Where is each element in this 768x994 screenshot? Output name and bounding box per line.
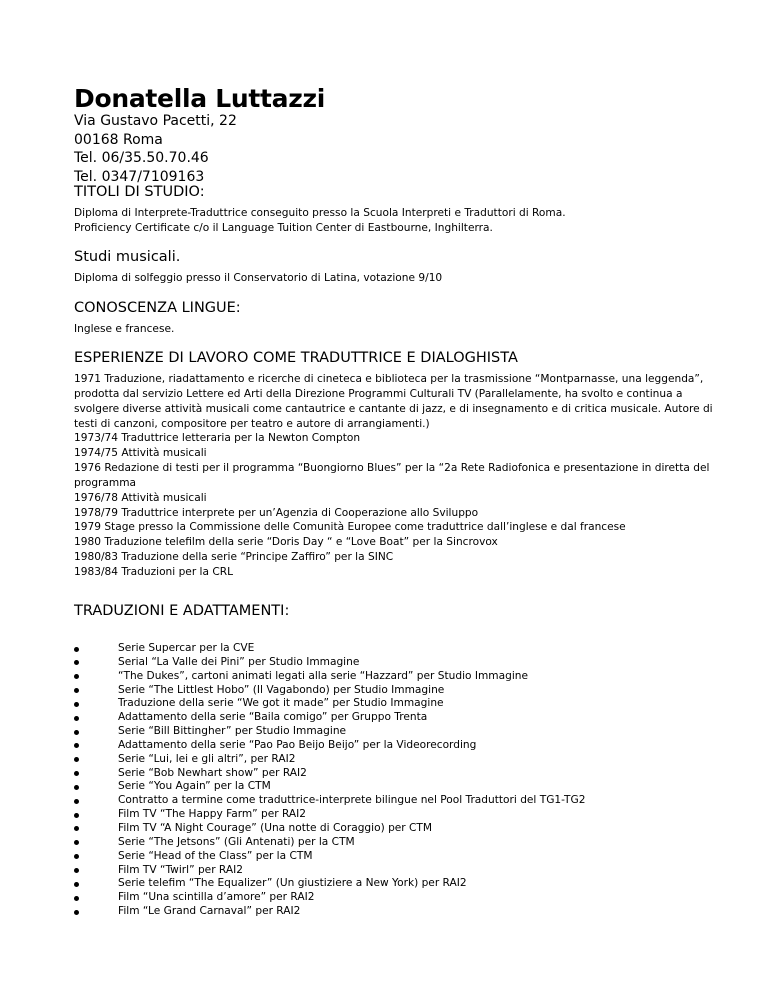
list-item-text: Serie “Lui, lei e gli altri”, per RAI2 xyxy=(118,752,296,765)
list-item-text: Film “Le Grand Carnaval” per RAI2 xyxy=(118,905,301,918)
list-item xyxy=(74,739,585,753)
bullet-icon xyxy=(74,910,79,915)
esperienze-line: 1971 Traduzione, riadattamento e ricerche di cineteca e biblioteca per la trasmissione “Montparnasse, una leggenda”, xyxy=(74,373,704,385)
esperienze-line: 1980/83 Traduzione della serie “Principe Zaffiro” per la SINC xyxy=(74,551,394,564)
list-item-text: Serial “La Valle dei Pini” per Studio Immagine xyxy=(118,655,360,668)
esperienze-line: svolgere diverse attività musicali come cantautrice e cantante di jazz, e di insegnamento e di critica musicale. Autore di xyxy=(74,402,713,415)
list-item xyxy=(74,864,585,878)
bullet-icon xyxy=(74,868,79,873)
esperienze-line: 1973/74 Traduttrice letteraria per la Newton Compton xyxy=(74,432,361,445)
list-item-text: Serie Supercar per la CVE xyxy=(118,642,255,654)
bullet-icon xyxy=(74,854,79,859)
list-item-text: Film TV “A Night Courage” (Una notte di Coraggio) per CTM xyxy=(118,821,433,834)
contact-block xyxy=(74,112,237,186)
bullet-icon xyxy=(74,730,79,735)
bullet-icon xyxy=(74,813,79,818)
esperienze-text xyxy=(74,372,713,580)
list-item-text: Contratto a termine come traduttrice-interprete bilingue nel Pool Traduttori del TG1-TG2 xyxy=(118,794,586,807)
bullet-icon xyxy=(74,702,79,707)
phone-line-2: Tel. 0347/7109163 xyxy=(74,168,205,185)
esperienze-line: 1976/78 Attività musicali xyxy=(74,491,207,504)
list-item xyxy=(74,877,585,891)
list-item xyxy=(74,808,585,822)
esperienze-line: 1974/75 Attività musicali xyxy=(74,447,207,460)
list-item xyxy=(74,670,585,684)
list-item xyxy=(74,697,585,711)
list-item xyxy=(74,850,585,864)
bullet-icon xyxy=(74,896,79,901)
address-street: Via Gustavo Pacetti, 22 xyxy=(74,113,237,129)
section-heading-traduzioni: TRADUZIONI E ADATTAMENTI: xyxy=(74,603,290,619)
bullet-icon xyxy=(74,688,79,693)
list-item-text: Adattamento della serie “Baila comigo” per Gruppo Trenta xyxy=(118,711,428,724)
list-item xyxy=(74,753,585,767)
titoli-text xyxy=(74,206,704,236)
list-item xyxy=(74,656,585,670)
list-item xyxy=(74,780,585,794)
esperienze-line: 1976 Redazione di testi per il programma “Buongiorno Blues” per la “2a Rete Radiofonica e presentazione in diretta del xyxy=(74,462,710,475)
list-item xyxy=(74,794,585,808)
list-item-text: Serie “Bob Newhart show” per RAI2 xyxy=(118,766,307,779)
esperienze-line: 1978/79 Traduttrice interprete per un’Agenzia di Cooperazione allo Sviluppo xyxy=(74,506,479,519)
list-item xyxy=(74,891,585,905)
list-item xyxy=(74,711,585,725)
studi-line: Diploma di solfeggio presso il Conservatorio di Latina, votazione 9/10 xyxy=(74,272,443,284)
list-item-text: Film TV “The Happy Farm” per RAI2 xyxy=(118,808,307,821)
list-item-text: Serie “The Jetsons” (Gli Antenati) per la CTM xyxy=(118,835,355,848)
list-item-text: Serie telefim “The Equalizer” (Un giustiziere a New York) per RAI2 xyxy=(118,877,467,890)
bullet-icon xyxy=(74,799,79,804)
list-item-text: Serie “The Littlest Hobo” (Il Vagabondo) per Studio Immagine xyxy=(118,683,445,696)
bullet-icon xyxy=(74,785,79,790)
list-item-text: Adattamento della serie “Pao Pao Beijo Beijo” per la Videorecording xyxy=(118,738,477,751)
titoli-line: Proficiency Certificate c/o il Language Tuition Center di Eastbourne, Inghilterra. xyxy=(74,222,493,235)
list-item xyxy=(74,836,585,850)
list-item-text: Traduzione della serie “We got it made” per Studio Immagine xyxy=(118,697,444,710)
titoli-line: Diploma di Interprete-Traduttrice conseguito presso la Scuola Interpreti e Traduttori di Roma. xyxy=(74,207,566,219)
esperienze-line: programma xyxy=(74,476,137,489)
list-item-text: Film “Una scintilla d’amore” per RAI2 xyxy=(118,891,315,904)
phone-line-1: Tel. 06/35.50.70.46 xyxy=(74,150,209,166)
traduzioni-list xyxy=(74,642,585,919)
bullet-icon xyxy=(74,674,79,679)
bullet-icon xyxy=(74,660,79,665)
address-city: 00168 Roma xyxy=(74,131,163,148)
esperienze-line: 1979 Stage presso la Commissione delle Comunità Europee come traduttrice dall’inglese e dal francese xyxy=(74,521,626,534)
list-item-text: “The Dukes”, cartoni animati legati alla serie “Hazzard” per Studio Immagine xyxy=(118,669,529,682)
list-item xyxy=(74,767,585,781)
bullet-icon xyxy=(74,647,79,652)
bullet-icon xyxy=(74,840,79,845)
section-heading-titoli: TITOLI DI STUDIO: xyxy=(74,184,205,200)
esperienze-line: 1983/84 Traduzioni per la CRL xyxy=(74,565,234,578)
list-item-text: Serie “You Again” per la CTM xyxy=(118,780,271,793)
list-item xyxy=(74,684,585,698)
esperienze-line: 1980 Traduzione telefilm della serie “Doris Day “ e “Love Boat” per la Sincrovox xyxy=(74,536,498,549)
bullet-icon xyxy=(74,882,79,887)
list-item-text: Serie “Head of the Class” per la CTM xyxy=(118,849,313,862)
list-item xyxy=(74,822,585,836)
lingue-text xyxy=(74,322,704,337)
section-heading-lingue: CONOSCENZA LINGUE: xyxy=(74,300,241,316)
bullet-icon xyxy=(74,716,79,721)
studi-text xyxy=(74,271,704,286)
bullet-icon xyxy=(74,743,79,748)
lingue-line: Inglese e francese. xyxy=(74,323,175,335)
section-heading-studi: Studi musicali. xyxy=(74,249,181,265)
bullet-icon xyxy=(74,757,79,762)
list-item xyxy=(74,725,585,739)
list-item xyxy=(74,905,585,919)
section-heading-esperienze: ESPERIENZE DI LAVORO COME TRADUTTRICE E DIALOGHISTA xyxy=(74,350,518,366)
bullet-icon xyxy=(74,771,79,776)
list-item-text: Serie “Bill Bittingher” per Studio Immagine xyxy=(118,725,347,738)
esperienze-line: testi di canzoni, compositore per teatro e autore di arrangiamenti.) xyxy=(74,417,430,430)
list-item xyxy=(74,642,585,656)
esperienze-line: prodotta dal servizio Lettere ed Arti della Direzione Programmi Culturali TV (Parallelamente, ha svolto e continua a xyxy=(74,387,683,400)
bullet-icon xyxy=(74,826,79,831)
list-item-text: Film TV “Twirl” per RAI2 xyxy=(118,863,243,876)
person-name: Donatella Luttazzi xyxy=(74,84,325,113)
